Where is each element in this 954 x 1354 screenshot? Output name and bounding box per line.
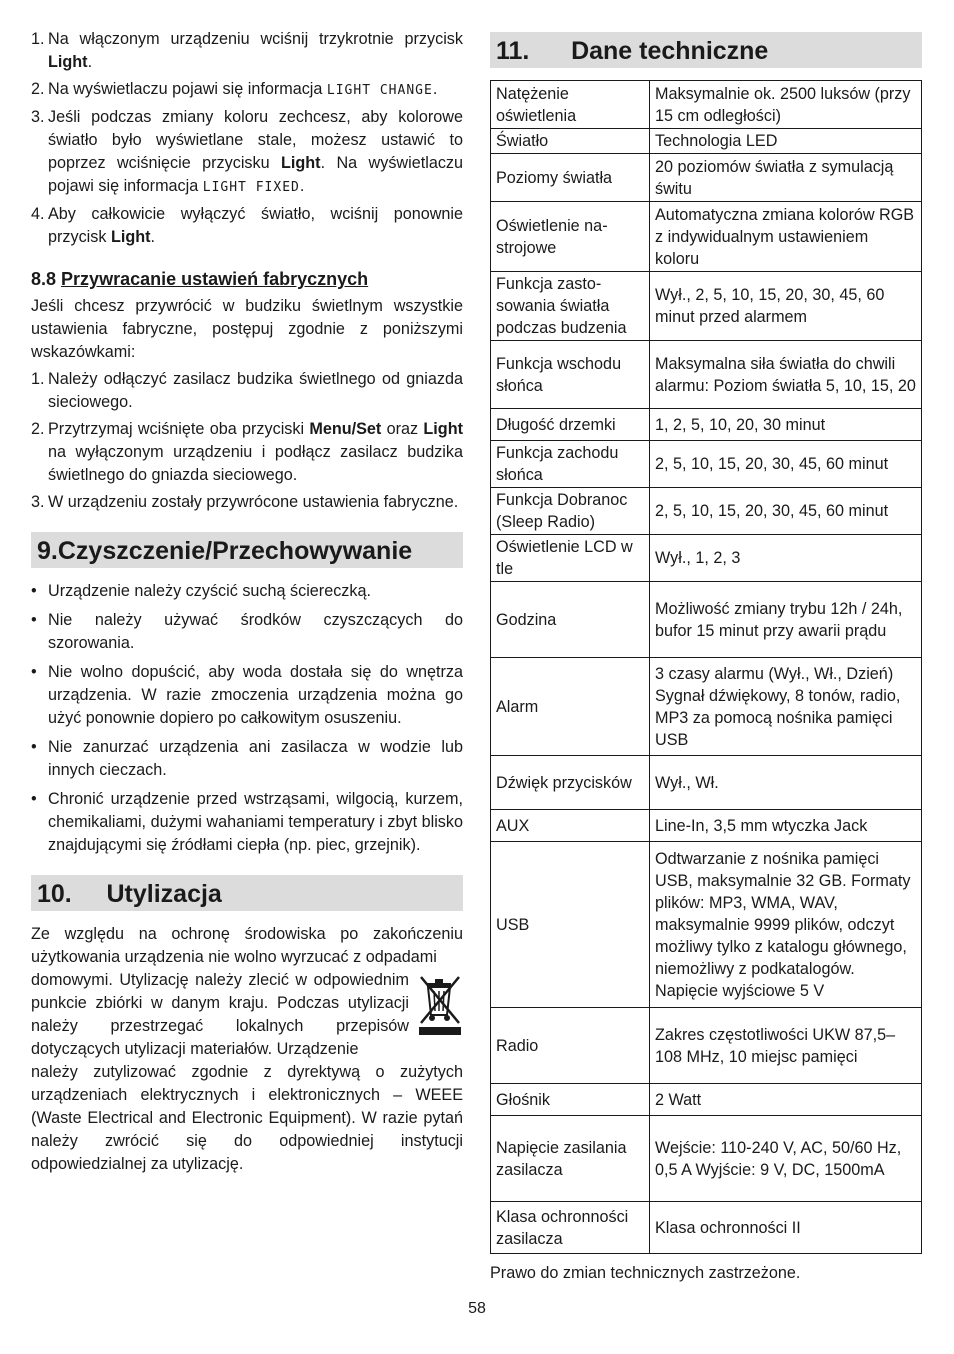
spec-label: Funkcja zastosowania światła podczas budzenia <box>491 272 650 341</box>
light-step-1: 1. Na włączonym urządzeniu wciśnij trzykrotnie przycisk Light. <box>31 30 463 71</box>
footnote: Prawo do zmian technicznych zastrzeżone. <box>490 1264 801 1282</box>
list-item: • Chronić urządzenie przed wstrząsami, wilgocią, kurzem, chemikaliami, dużymi wahaniami temperatury i zbyt blisko znajdującymi się źródłami ciepła (np. piec, grzejnik). <box>31 790 463 854</box>
spec-label: Funkcja zachodu słońca <box>491 441 650 488</box>
light-step-2: 2. Na wyświetlaczu pojawi się informacja LIGHT CHANGE. <box>31 80 438 98</box>
spec-label: Dźwięk przycisków <box>491 756 650 810</box>
table-row <box>491 488 922 535</box>
list-item: • Urządzenie należy czyścić suchą ściereczką. <box>31 582 371 600</box>
table-row <box>491 81 922 129</box>
table-row <box>491 658 922 756</box>
list-item: • Nie należy używać środków czyszczących do szorowania. <box>31 611 463 652</box>
spec-value: 2 Watt <box>650 1084 922 1116</box>
spec-label: Światło <box>491 129 650 154</box>
table-row <box>491 810 922 842</box>
spec-value: Maksymalnie ok. 2500 luksów (przy 15 cm odległości) <box>650 81 922 129</box>
spec-value: Zakres częstotliwości UKW 87,5–108 MHz, 10 miejsc pamięci <box>650 1008 922 1084</box>
table-row <box>491 129 922 154</box>
spec-label: Godzina <box>491 582 650 658</box>
spec-value: Klasa ochronności II <box>650 1202 922 1254</box>
table-row <box>491 341 922 409</box>
lcd-text: LIGHT CHANGE <box>326 83 433 98</box>
spec-value: Line-In, 3,5 mm wtyczka Jack <box>650 810 922 842</box>
spec-value: Technologia LED <box>650 129 922 154</box>
table-row <box>491 842 922 1008</box>
spec-label: Klasa ochronności zasilacza <box>491 1202 650 1254</box>
spec-value: Automatyczna zmiana kolorów RGB z indywidualnym ustawieniem koloru <box>650 202 922 272</box>
spec-value: Odtwarzanie z nośnika pamięci USB, maksymalnie 32 GB. Formaty plików: MP3, WMA, WAV, maksymalnie 9999 plików, odczyt możliwy tylko z katalogu głównego, niemożliwy z podkatalogów. Napięcie wyjściowe 5 V <box>650 842 922 1008</box>
spec-value: Możliwość zmiany trybu 12h / 24h, bufor 15 minut przy awarii prądu <box>650 582 922 658</box>
spec-label: Alarm <box>491 658 650 756</box>
reset-intro: Jeśli chcesz przywrócić w budziku świetlnym wszystkie ustawienia fabryczne, postępuj zgodnie z poniższymi wskazówkami: <box>31 297 463 361</box>
spec-value: Wył., Wł. <box>650 756 922 810</box>
spec-value: 20 poziomów światła z symulacją świtu <box>650 154 922 202</box>
spec-label: Oświetlenie LCD w tle <box>491 535 650 582</box>
table-row <box>491 409 922 441</box>
weee-crossed-bin-icon <box>417 973 463 1037</box>
page-number: 58 <box>468 1300 486 1317</box>
table-row <box>491 441 922 488</box>
spec-value: 1, 2, 5, 10, 20, 30 minut <box>650 409 922 441</box>
reset-step-2: 2. Przytrzymaj wciśnięte oba przyciski Menu/Set oraz Light na wyłączonym urządzeniu i podłącz zasilacz budzika świetlnego do gniazda sieciowego. <box>31 420 463 484</box>
spec-value: 3 czasy alarmu (Wył., Wł., Dzień) Sygnał dźwiękowy, 8 tonów, radio, MP3 za pomocą nośnika pamięci USB <box>650 658 922 756</box>
spec-label: Funkcja wschodu słońca <box>491 341 650 409</box>
spec-label: Głośnik <box>491 1084 650 1116</box>
spec-label: Poziomy światła <box>491 154 650 202</box>
table-row <box>491 154 922 202</box>
spec-label: Napięcie zasilania zasilacza <box>491 1116 650 1202</box>
section-heading-11: 11. Dane techniczne <box>490 32 922 68</box>
reset-step-3: 3. W urządzeniu zostały przywrócone ustawienia fabryczne. <box>31 493 459 511</box>
light-step-3: 3. Jeśli podczas zmiany koloru zechcesz, aby kolorowe światło było wyświetlane stale, możesz ustawić to poprzez wciśnięcie przycisku Light. Na wyświetlaczu pojawi się informacja LIGHT FIXED. <box>31 108 464 195</box>
table-row <box>491 535 922 582</box>
disposal-text: Ze względu na ochronę środowiska po zakończeniu użytkowania urządzenia nie wolno wyrzucać z odpadami domowymi. Utylizację należy zlecić w odpowiednim punkcie zbiórki w danym kraju. Podczas utylizacji należy przestrzegać lokalnych przepisów dotyczących utylizacji materiałów. Urządzenie należy zutylizować zgodnie z dyrektywą o zużytych urządzeniach elektrycznych i elektronicznych – WEEE (Waste Electrical and Electronic Equipment). W razie pytań należy zwrócić się do odpowiedniej instytucji odpowiedzialnej za utylizację. <box>31 925 463 1173</box>
spec-value: 2, 5, 10, 15, 20, 30, 45, 60 minut <box>650 488 922 535</box>
table-row <box>491 1084 922 1116</box>
spec-label: AUX <box>491 810 650 842</box>
spec-value: Wył., 2, 5, 10, 15, 20, 30, 45, 60 minut przed alarmem <box>650 272 922 341</box>
right-column <box>490 32 922 1283</box>
spec-label: Funkcja Dobranoc (Sleep Radio) <box>491 488 650 535</box>
spec-label: Radio <box>491 1008 650 1084</box>
left-column <box>31 28 463 1180</box>
spec-label: Natężenie oświetlenia <box>491 81 650 129</box>
list-item: • Nie wolno dopuścić, aby woda dostała się do wnętrza urządzenia. W razie zmoczenia urządzenia można go użyć ponownie dopiero po całkowitym osuszeniu. <box>31 663 463 727</box>
spec-value: 2, 5, 10, 15, 20, 30, 45, 60 minut <box>650 441 922 488</box>
spec-label: USB <box>491 842 650 1008</box>
subsection-heading-8-8: 8.8 Przywracanie ustawień fabrycznych <box>31 269 369 289</box>
spec-label: Długość drzemki <box>491 409 650 441</box>
table-row <box>491 1116 922 1202</box>
table-row <box>491 272 922 341</box>
table-row <box>491 202 922 272</box>
table-row <box>491 1008 922 1084</box>
specs-table <box>490 80 922 1254</box>
table-row <box>491 582 922 658</box>
spec-label: Oświetlenie nastrojowe <box>491 202 650 272</box>
light-step-4: 4. Aby całkowicie wyłączyć światło, wciśnij ponownie przycisk Light. <box>31 205 463 246</box>
table-row <box>491 1202 922 1254</box>
section-heading-10: 10. Utylizacja <box>31 875 463 911</box>
spec-value: Maksymalna siła światła do chwili alarmu: Poziom światła 5, 10, 15, 20 <box>650 341 922 409</box>
spec-value: Wył., 1, 2, 3 <box>650 535 922 582</box>
spec-value: Wejście: 110-240 V, AC, 50/60 Hz, 0,5 A Wyjście: 9 V, DC, 1500mA <box>650 1116 922 1202</box>
table-row <box>491 756 922 810</box>
lcd-text: LIGHT FIXED <box>202 180 300 195</box>
list-item: • Nie zanurzać urządzenia ani zasilacza w wodzie lub innych cieczach. <box>31 738 463 779</box>
reset-step-1: 1. Należy odłączyć zasilacz budzika świetlnego od gniazda sieciowego. <box>31 370 463 411</box>
section-heading-9: 9.Czyszczenie/Przechowywanie <box>31 532 463 568</box>
